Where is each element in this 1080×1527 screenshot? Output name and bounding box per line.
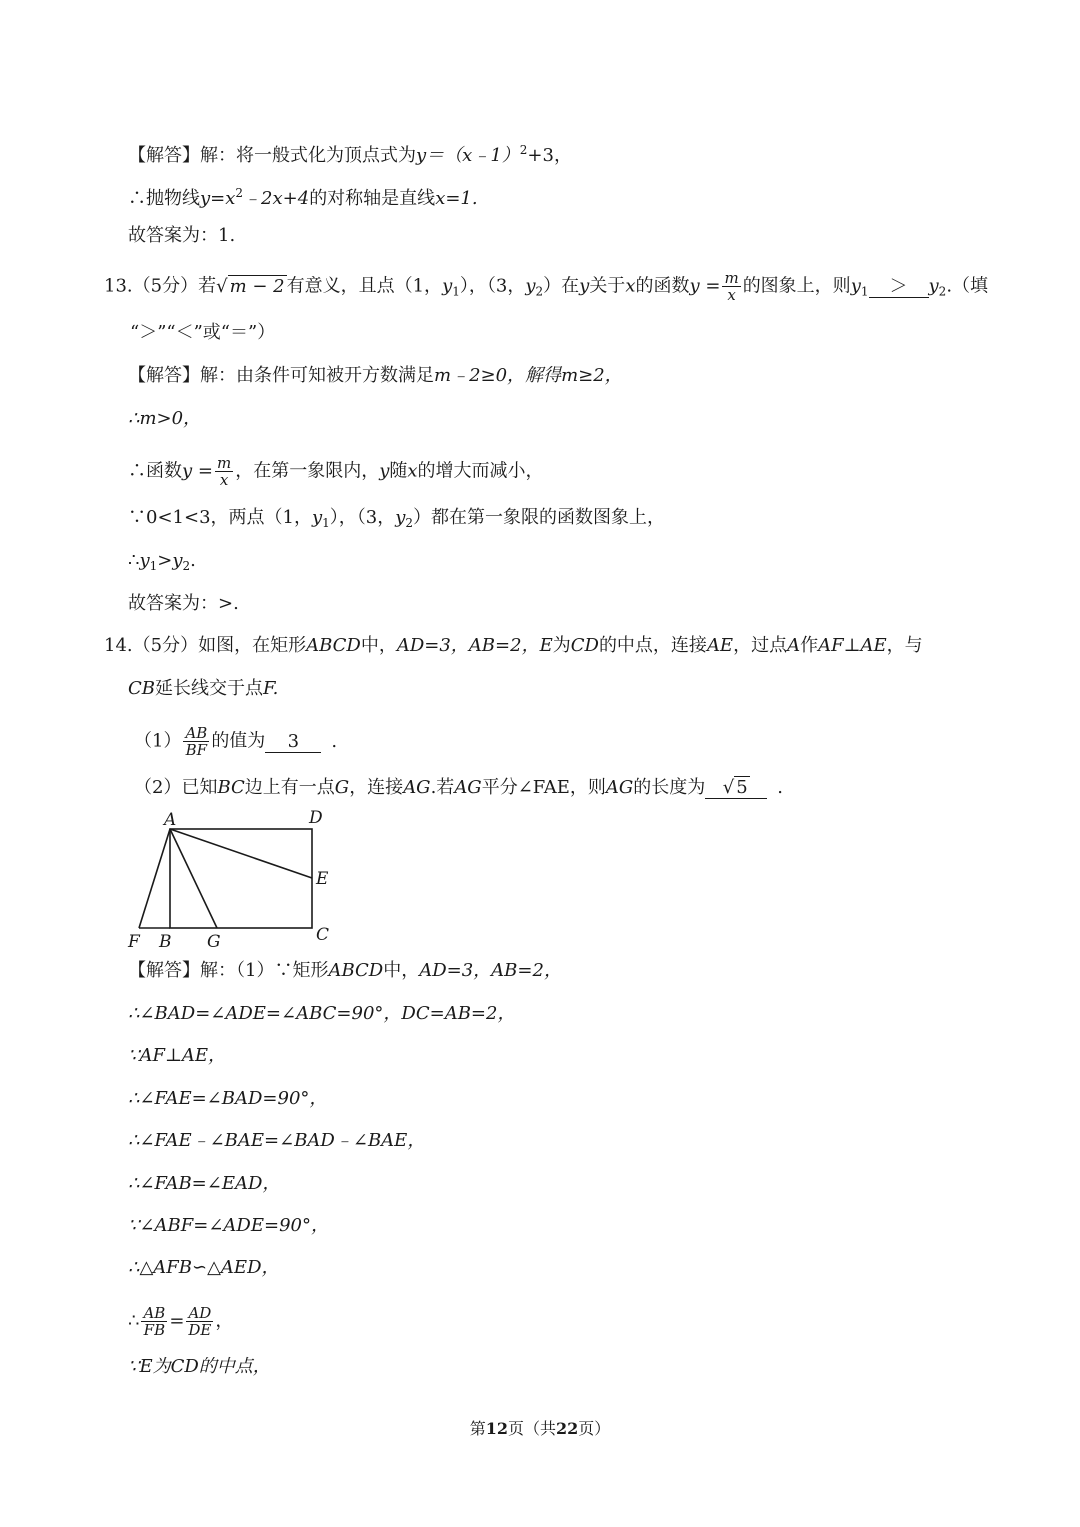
q12-answer: 故答案为：1.: [128, 225, 236, 246]
segment-ag: [170, 829, 217, 928]
q13-stem-line2: “＞”“＜”或“＝”）: [130, 322, 276, 343]
q13-answer: 故答案为：>.: [128, 593, 239, 614]
q14-solution-line1: 【解答】解：（1）∵矩形ABCD中，AD=3，AB=2，: [128, 960, 562, 981]
label-d: D: [309, 808, 323, 828]
q13-stem-line1: 13.（5分）若√ m − 2 有意义，且点（1，$y_1$），（3，$y_2$）在y关于x的函数y = $\frac{m}{x}$ 的图象上，则$y_1 > y_2$.（填: [104, 269, 989, 304]
q14-solution-line3: ∵AF⊥AE，: [128, 1045, 227, 1066]
q14-stem-line2: CB延长线交于点F.: [128, 678, 279, 699]
answer-blank-14-2: √ 5: [705, 778, 767, 799]
rectangle-abcd: [170, 829, 312, 928]
q13-solution-line4: ∵0<1<3，两点（1，$y_1$），（3，$y_2$）都在第一象限的函数图象上，: [128, 507, 666, 530]
q14-solution-line4: ∴∠FAE=∠BAD=90°，: [128, 1088, 328, 1109]
q13-solution-line1: 【解答】解：由条件可知被开方数满足m﹣2≥0，解得m≥2，: [128, 365, 623, 386]
segment-ae: [170, 829, 312, 878]
q12-solution-line2: ∴抛物线$y=x^2﹣2x+4$的对称轴是直线x=1.: [128, 186, 478, 209]
q12-solution-line1: 【解答】解：将一般式化为顶点式为y＝（x﹣1）$^2$+3，: [128, 143, 572, 166]
label-f: F: [128, 932, 140, 952]
page-footer: 第12页（共22页）: [469, 1419, 611, 1438]
geometry-figure: [124, 806, 334, 954]
q14-solution-line10: ∵E为CD的中点，: [128, 1356, 271, 1377]
q14-stem-line1: 14.（5分）如图，在矩形ABCD中，AD=3，AB=2，E为CD的中点，连接AE，过点A作AF⊥AE，与: [104, 635, 923, 656]
label-e: E: [316, 869, 329, 889]
q13-solution-line3: ∴函数y = $\frac{m}{x}$ ，在第一象限内，y随x的增大而减小，: [128, 454, 544, 489]
q14-solution-line2: ∴∠BAD=∠ADE=∠ABC=90°，DC=AB=2，: [128, 1003, 516, 1024]
q14-solution-line9: ∴ $\frac{AB}{FB}$ = $\frac{AD}{DE}$ ，: [128, 1304, 234, 1339]
q13-solution-line2: ∴m>0，: [128, 408, 202, 429]
sqrt-expression: √ m − 2: [216, 275, 285, 297]
answer-blank-14-1: 3: [265, 732, 321, 753]
q14-part2: （2）已知BC边上有一点G，连接AG.若AG平分∠FAE，则AG的长度为 √ 5 .: [134, 777, 783, 798]
q14-part1: （1） $\frac{AB}{BF}$ 的值为 3 .: [134, 724, 338, 759]
label-g: G: [207, 932, 221, 952]
label-a: A: [164, 810, 177, 830]
fraction-m-over-x: $\frac{m}{x}$: [724, 269, 739, 304]
label-c: C: [316, 925, 330, 945]
segment-af: [139, 829, 170, 928]
label-b: B: [159, 932, 172, 952]
q14-solution-line6: ∴∠FAB=∠EAD，: [128, 1173, 281, 1194]
q14-solution-line8: ∴△AFB∽△AED，: [128, 1257, 280, 1278]
q14-solution-line5: ∴∠FAE﹣∠BAE=∠BAD﹣∠BAE，: [128, 1130, 426, 1151]
answer-blank-13: ＞: [869, 277, 929, 298]
q13-solution-line5: $\therefore y_1>y_2$.: [128, 550, 196, 573]
q14-solution-line7: ∵∠ABF=∠ADE=90°，: [128, 1215, 329, 1236]
